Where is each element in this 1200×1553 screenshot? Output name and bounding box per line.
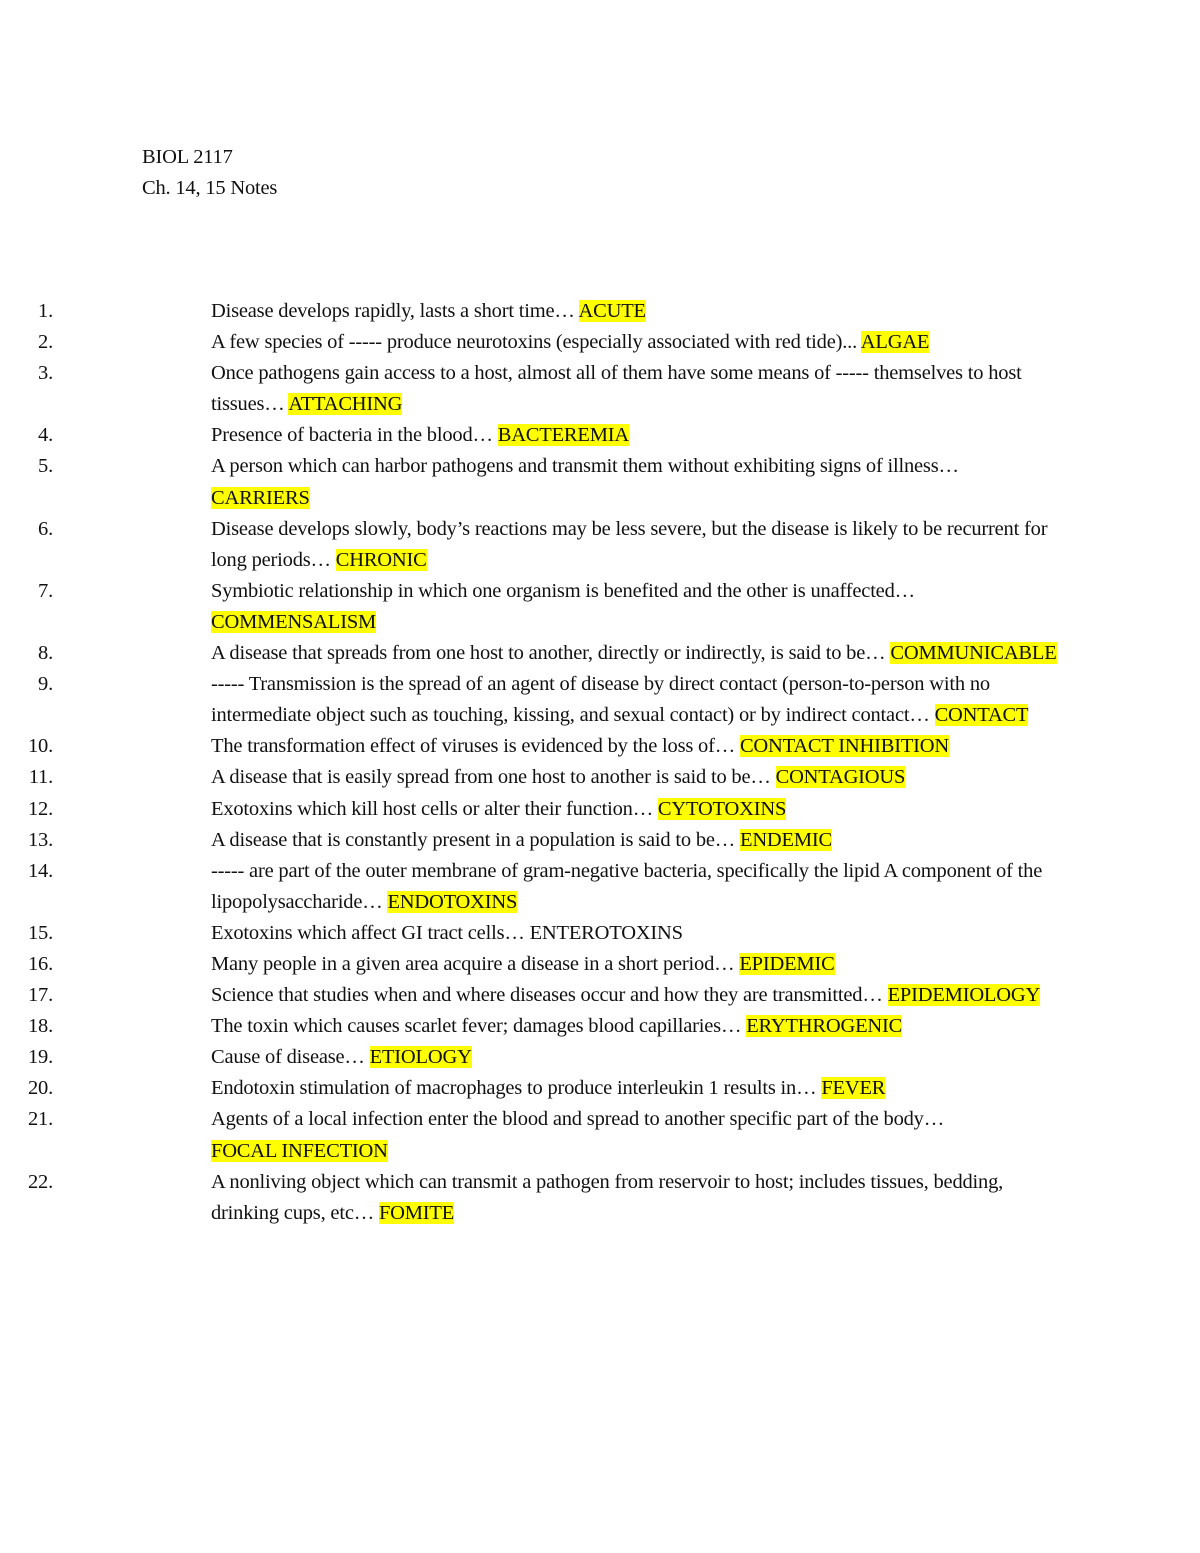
answer-term: FOCAL INFECTION [211, 1139, 388, 1162]
question-text: Once pathogens gain access to a host, almost all of them have some means of ----- themselves to host tissues… [211, 362, 1022, 416]
list-item [0, 918, 1061, 949]
item-text [211, 358, 1061, 420]
question-text: A disease that spreads from one host to another, directly or indirectly, is said to be… [211, 642, 891, 665]
question-text: Science that studies when and where diseases occur and how they are transmitted… [211, 984, 888, 1007]
item-number: 4. [38, 424, 53, 447]
item-text [211, 1073, 1061, 1104]
item-number: 10. [27, 735, 53, 758]
answer-term: BACTEREMIA [497, 424, 629, 447]
answer-term: COMMUNICABLE [890, 642, 1057, 665]
answer-term: ETIOLOGY [369, 1046, 472, 1069]
item-number: 19. [27, 1046, 53, 1069]
item-text [211, 1104, 1061, 1166]
item-text [211, 1042, 1061, 1073]
answer-term: FOMITE [378, 1201, 455, 1224]
item-text [211, 825, 1061, 856]
question-text: Cause of disease… [211, 1046, 370, 1069]
question-text: A disease that is constantly present in a population is said to be… [211, 828, 740, 851]
item-number: 16. [27, 952, 53, 975]
item-number: 5. [38, 455, 53, 478]
question-text: A person which can harbor pathogens and transmit them without exhibiting signs of illness… [211, 455, 959, 478]
item-text [211, 949, 1061, 980]
list-item [0, 576, 1061, 638]
item-text [211, 1011, 1061, 1042]
item-number: 20. [27, 1077, 53, 1100]
answer-term: FEVER [821, 1077, 886, 1100]
list-item [0, 856, 1061, 918]
item-number: 6. [38, 517, 53, 540]
list-item [0, 980, 1061, 1011]
answer-term: CYTOTOXINS [657, 797, 787, 820]
list-item [0, 358, 1061, 420]
answer-term: COMMENSALISM [211, 610, 377, 633]
item-text [211, 669, 1061, 731]
list-item [0, 731, 1061, 762]
question-text: Disease develops rapidly, lasts a short time… [211, 300, 579, 322]
item-number: 2. [38, 331, 53, 354]
item-number: 18. [27, 1015, 53, 1038]
question-text: The transformation effect of viruses is evidenced by the loss of… [211, 735, 740, 758]
item-text [211, 1167, 1061, 1229]
question-text: Exotoxins which affect GI tract cells… [211, 921, 530, 944]
answer-term: ACUTE [578, 300, 646, 322]
list-item [0, 669, 1061, 731]
notes-list [0, 296, 1200, 1229]
question-text: Agents of a local infection enter the blood and spread to another specific part of the body… [211, 1108, 945, 1131]
item-number: 15. [27, 921, 53, 944]
question-text: Endotoxin stimulation of macrophages to produce interleukin 1 results in… [211, 1077, 822, 1100]
item-text [211, 856, 1061, 918]
answer-term: CARRIERS [211, 486, 310, 509]
list-item [0, 420, 1061, 451]
item-number: 21. [27, 1108, 53, 1131]
item-text [211, 514, 1061, 576]
item-text [211, 327, 1061, 358]
course-title: BIOL 2117 [142, 146, 233, 168]
item-text [211, 296, 1061, 327]
item-text [211, 576, 1061, 638]
item-number: 14. [27, 859, 53, 882]
question-text: Symbiotic relationship in which one organism is benefited and the other is unaffected… [211, 579, 915, 602]
answer-term: ATTACHING [288, 393, 403, 416]
answer-term: CHRONIC [335, 548, 427, 571]
list-item [0, 327, 1061, 358]
item-number: 8. [38, 642, 53, 665]
item-number: 12. [27, 797, 53, 820]
item-number: 11. [28, 766, 53, 789]
list-item [0, 514, 1061, 576]
document-header [142, 142, 277, 204]
list-item [0, 1167, 1061, 1229]
question-text: A disease that is easily spread from one host to another is said to be… [211, 766, 776, 789]
item-text [211, 980, 1061, 1011]
list-item [0, 296, 1061, 327]
question-text: Exotoxins which kill host cells or alter their function… [211, 797, 658, 820]
notes-subtitle: Ch. 14, 15 Notes [142, 177, 278, 199]
question-text: Presence of bacteria in the blood… [211, 424, 498, 447]
question-text: A nonliving object which can transmit a pathogen from reservoir to host; includes tissues, bedding, drinking cups, etc… [211, 1170, 1004, 1224]
item-number: 3. [38, 362, 53, 385]
list-item [0, 949, 1061, 980]
answer-term: ENDOTOXINS [387, 890, 518, 913]
list-item [0, 638, 1061, 669]
answer-term: ENDEMIC [740, 828, 832, 851]
item-number: 1. [38, 300, 53, 322]
question-text: The toxin which causes scarlet fever; damages blood capillaries… [211, 1015, 747, 1038]
list-item [0, 1042, 1061, 1073]
answer-term: ENTEROTOXINS [529, 921, 683, 944]
item-number: 13. [27, 828, 53, 851]
list-item [0, 762, 1061, 793]
list-item [0, 825, 1061, 856]
answer-term: CONTACT INHIBITION [739, 735, 949, 758]
question-text: ----- are part of the outer membrane of gram-negative bacteria, specifically the lipid A component of the lipopolysaccharide… [211, 859, 1043, 913]
item-text [211, 918, 1061, 949]
answer-term: CONTAGIOUS [775, 766, 906, 789]
item-number: 9. [38, 673, 53, 696]
item-number: 7. [38, 579, 53, 602]
list-item [0, 1104, 1061, 1166]
list-item [0, 1073, 1061, 1104]
question-text: ----- Transmission is the spread of an agent of disease by direct contact (person-to-person with no intermediate object such as touching, kissing, and sexual contact) or by indirect contact… [211, 673, 990, 727]
question-text: Disease develops slowly, body’s reactions may be less severe, but the disease is likely to be recurrent for long periods… [211, 517, 1048, 571]
answer-term: ERYTHROGENIC [746, 1015, 903, 1038]
item-text [211, 420, 1061, 451]
answer-term: ALGAE [860, 331, 930, 354]
list-item [0, 1011, 1061, 1042]
question-text: A few species of ----- produce neurotoxins (especially associated with red tide)... [211, 331, 861, 354]
item-text [211, 794, 1061, 825]
answer-term: CONTACT [934, 704, 1029, 727]
item-text [211, 638, 1061, 669]
item-number: 22. [27, 1170, 53, 1193]
answer-term: EPIDEMIOLOGY [887, 984, 1041, 1007]
list-item [0, 794, 1061, 825]
list-item [0, 451, 1061, 513]
item-text [211, 451, 1061, 513]
question-text: Many people in a given area acquire a disease in a short period… [211, 952, 740, 975]
item-text [211, 762, 1061, 793]
item-text [211, 731, 1061, 762]
item-number: 17. [27, 984, 53, 1007]
answer-term: EPIDEMIC [739, 952, 835, 975]
